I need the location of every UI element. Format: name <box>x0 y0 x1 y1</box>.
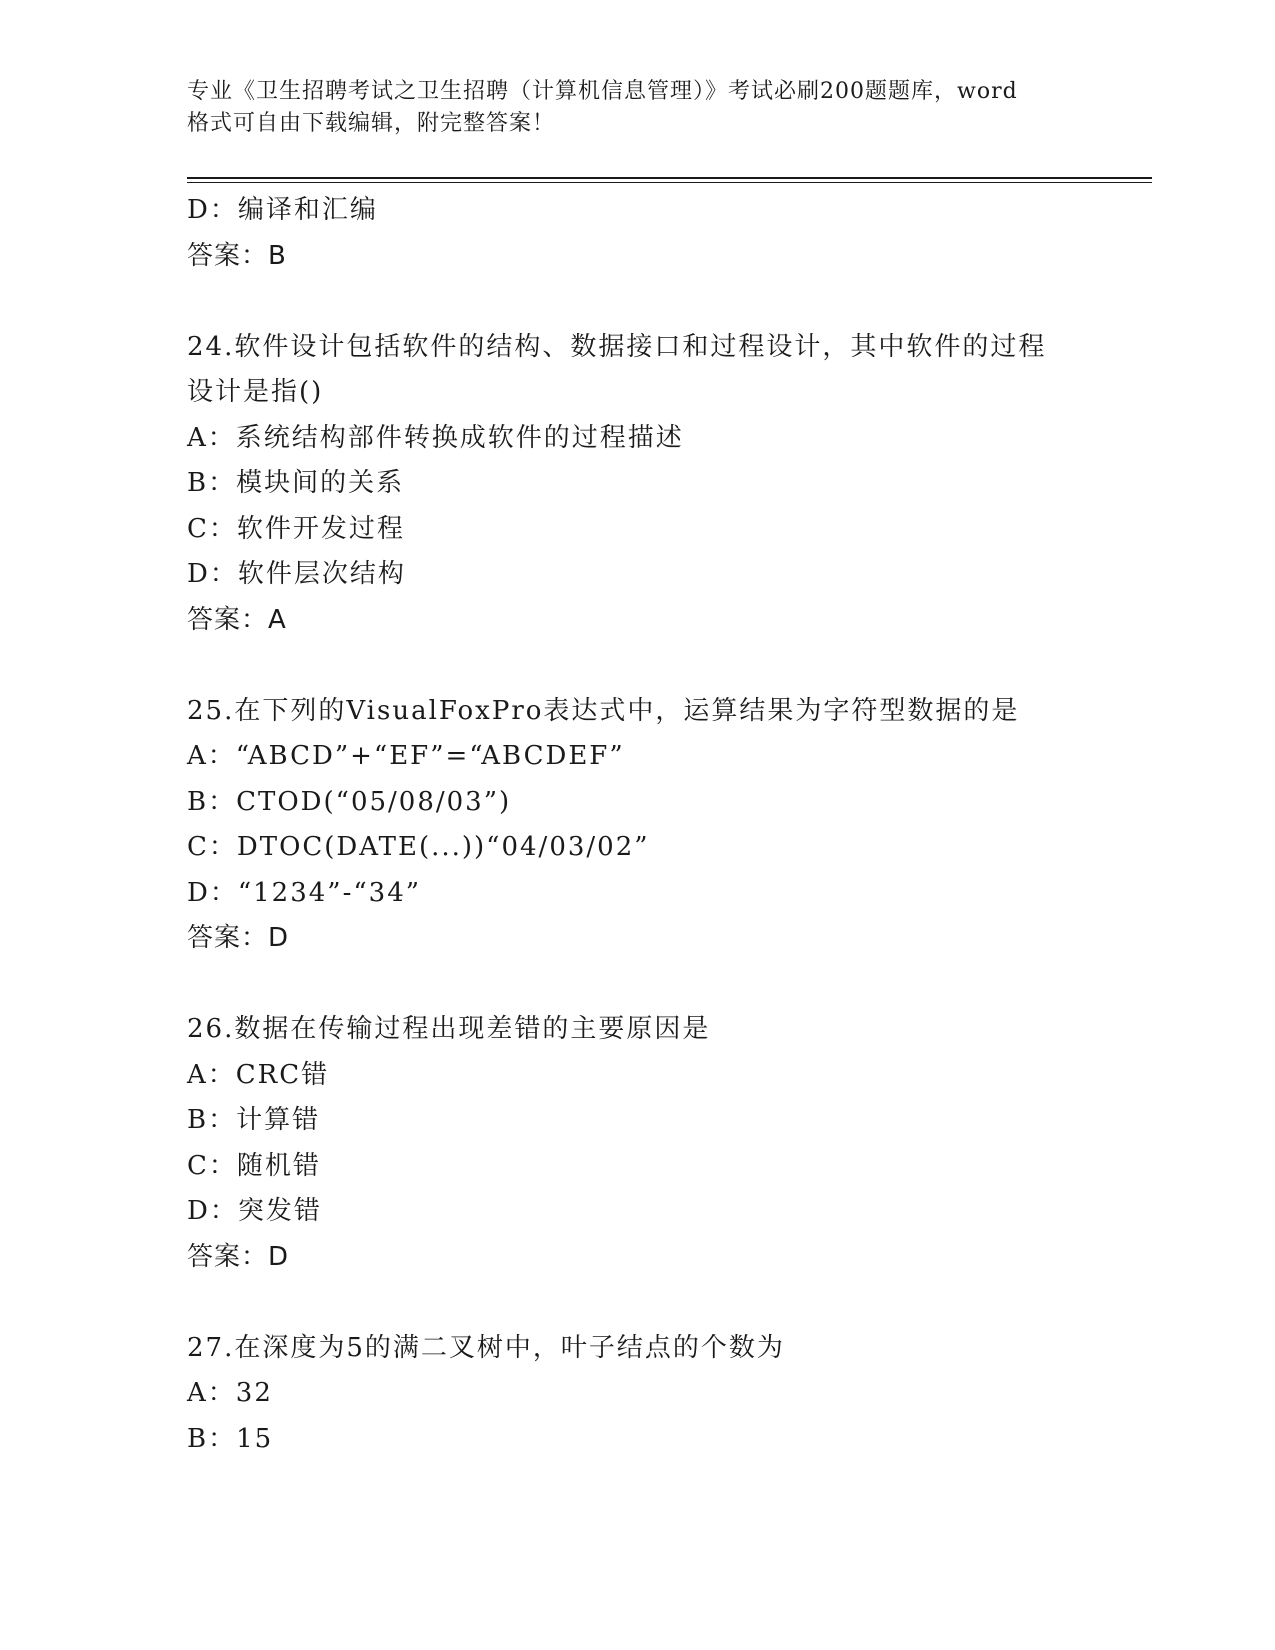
answer: 答案：D <box>187 1241 290 1272</box>
question-stem: 27.在深度为5的满二叉树中，叶子结点的个数为 <box>187 1332 785 1363</box>
option-b: B：15 <box>187 1423 274 1454</box>
spacer <box>187 643 1147 689</box>
question-stem: 26.数据在传输过程出现差错的主要原因是 <box>187 1014 711 1044</box>
option-a: A：32 <box>187 1378 273 1408</box>
question-25 <box>187 689 1147 962</box>
question-stem: 25.在下列的VisualFoxPro表达式中，运算结果为字符型数据的是 <box>187 695 1020 726</box>
answer: 答案：D <box>187 923 290 953</box>
header-divider <box>187 177 1152 183</box>
spacer <box>187 962 1147 1008</box>
question-content <box>187 188 1147 1462</box>
question-stem-cont: 设计是指() <box>187 377 324 407</box>
question-stem: 24.软件设计包括软件的结构、数据接口和过程设计，其中软件的过程 <box>187 331 1047 362</box>
option-c: C：软件开发过程 <box>187 513 405 544</box>
option-a: A：系统结构部件转换成软件的过程描述 <box>187 422 684 453</box>
question-24 <box>187 325 1147 644</box>
page-header <box>187 76 1087 140</box>
option-c: C：随机错 <box>187 1150 321 1181</box>
prev-answer: 答案：B <box>187 240 287 271</box>
question-26 <box>187 1007 1147 1280</box>
spacer <box>187 279 1147 325</box>
question-27 <box>187 1326 1147 1463</box>
spacer <box>187 1280 1147 1326</box>
option-a: A：CRC错 <box>187 1059 330 1090</box>
prev-option-d: D：编译和汇编 <box>187 195 378 225</box>
option-b: B：模块间的关系 <box>187 468 405 498</box>
option-c: C：DTOC(DATE(...))“04/03/02” <box>187 832 650 862</box>
option-d: D：“1234”-“34” <box>187 877 422 908</box>
option-b: B：CTOD(“05/08/03”) <box>187 786 512 817</box>
header-line-1: 专业《卫生招聘考试之卫生招聘（计算机信息管理）》考试必刷200题题库，word <box>187 79 1018 104</box>
answer: 答案：A <box>187 604 287 635</box>
option-b: B：计算错 <box>187 1105 321 1135</box>
option-d: D：突发错 <box>187 1196 322 1226</box>
option-a: A：“ABCD”+“EF”=“ABCDEF” <box>187 741 625 771</box>
option-d: D：软件层次结构 <box>187 559 406 589</box>
header-line-2: 格式可自由下载编辑，附完整答案！ <box>187 111 556 136</box>
